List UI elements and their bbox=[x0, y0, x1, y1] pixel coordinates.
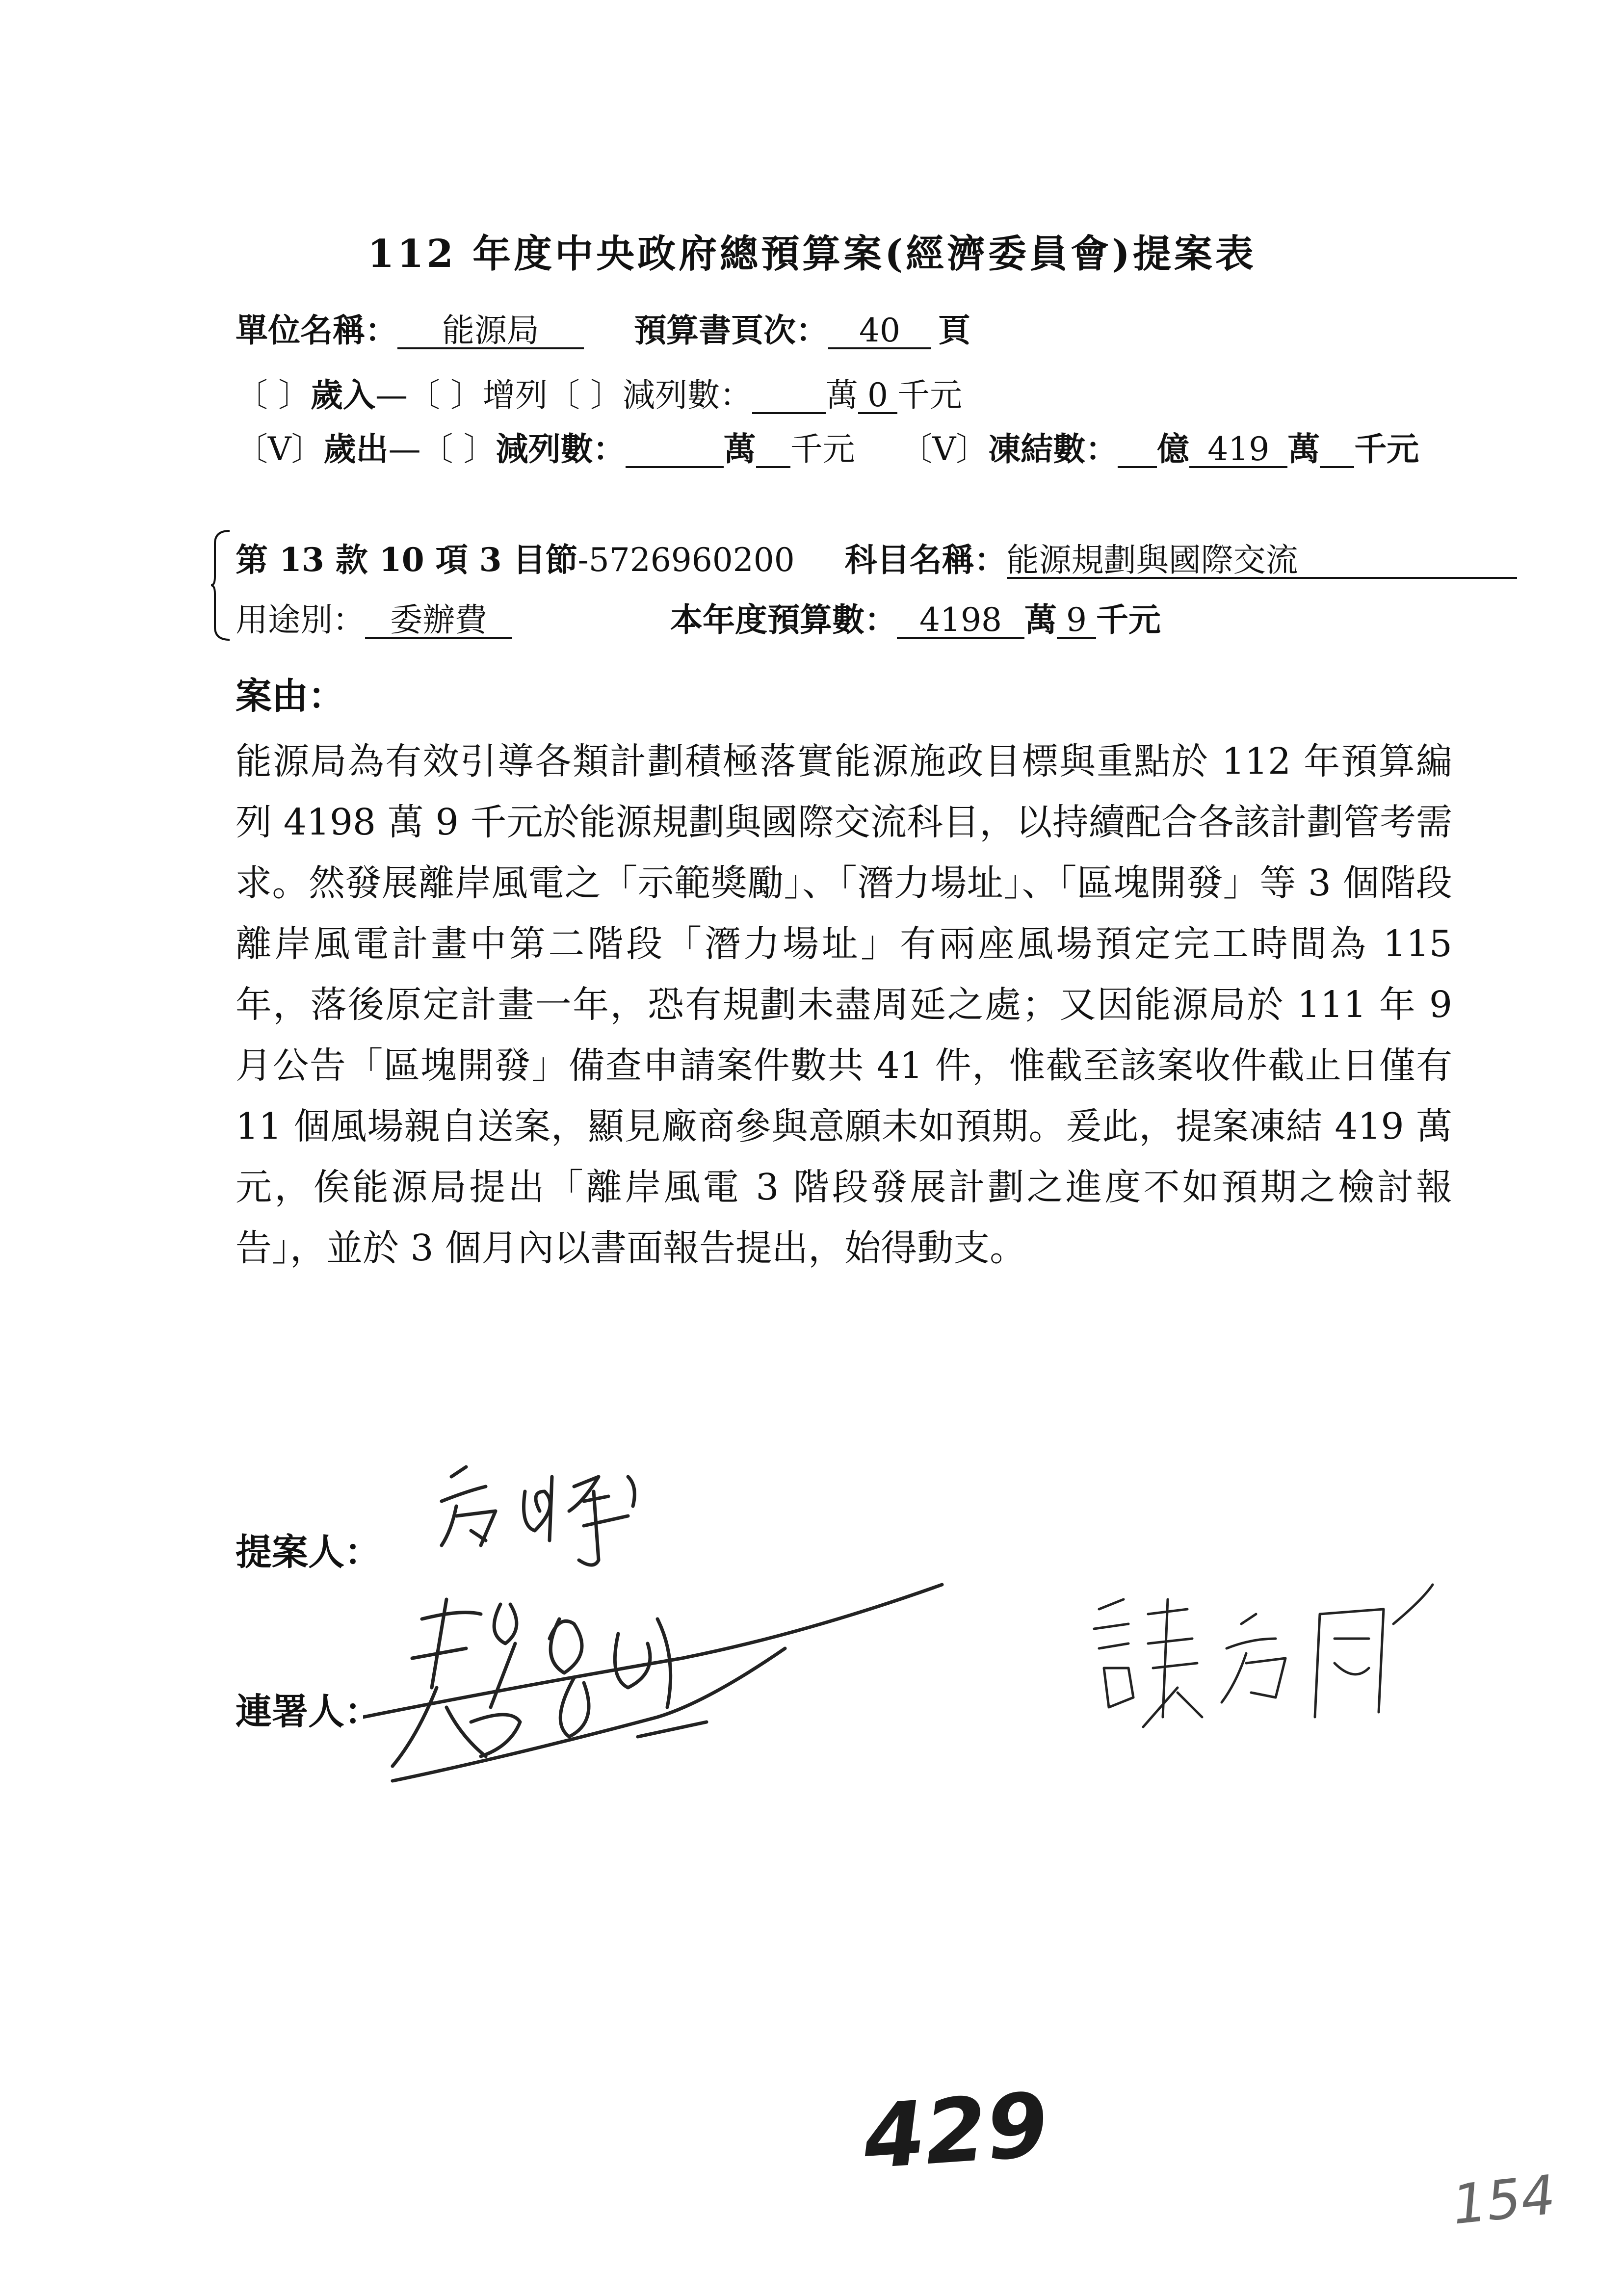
expense-label: 歲出 bbox=[323, 430, 389, 468]
revenue-dash: — bbox=[375, 376, 408, 414]
expense-wan-value bbox=[626, 432, 724, 468]
subject-label: 科目名稱： bbox=[844, 541, 1007, 579]
expense-wan-unit: 萬 bbox=[723, 430, 756, 468]
expense-dash: — bbox=[388, 430, 421, 468]
revenue-line bbox=[236, 369, 962, 416]
revenue-label: 歲入 bbox=[310, 376, 375, 414]
revenue-checkbox: 〔 〕 bbox=[236, 376, 311, 414]
expense-qian-value bbox=[756, 432, 790, 468]
expense-line bbox=[236, 423, 1419, 470]
subject-value: 能源規劃與國際交流 bbox=[1007, 543, 1517, 579]
budget-page-value: 40 bbox=[828, 313, 931, 349]
freeze-qian-value bbox=[1320, 432, 1354, 468]
reason-text bbox=[236, 731, 1452, 1278]
budget-qian-value: 9 bbox=[1057, 603, 1096, 639]
budget-qian-unit: 千元 bbox=[1096, 600, 1161, 639]
item-code-line bbox=[236, 534, 1517, 580]
budget-wan-unit: 萬 bbox=[1024, 600, 1057, 639]
revenue-options: 〔 〕增列〔 〕減列數： bbox=[407, 376, 752, 414]
form-title: 112 年度中央政府總預算案(經濟委員會)提案表 bbox=[367, 232, 1257, 276]
item-code-prefix: 第 13 款 10 項 3 目節 bbox=[236, 541, 578, 579]
proposer-label: 提案人： bbox=[236, 1531, 381, 1573]
handwritten-page-number: 429 bbox=[860, 2074, 1051, 2189]
revenue-wan-value bbox=[752, 378, 826, 414]
budget-page-unit: 頁 bbox=[938, 311, 970, 349]
freeze-wan-value: 419 bbox=[1189, 432, 1287, 468]
freeze-yi-value bbox=[1118, 432, 1157, 468]
freeze-qian-unit: 千元 bbox=[1354, 430, 1419, 468]
reason-label: 案由： bbox=[236, 675, 344, 717]
use-value: 委辦費 bbox=[365, 603, 512, 639]
freeze-label: 凍結數： bbox=[988, 430, 1118, 468]
item-bracket bbox=[211, 529, 231, 642]
expense-reduce-checkbox: 〔 〕 bbox=[420, 430, 496, 468]
unit-value: 能源局 bbox=[397, 313, 584, 349]
budget-amount-label: 本年度預算數： bbox=[670, 600, 897, 639]
unit-line bbox=[236, 304, 970, 351]
item-use-line bbox=[236, 594, 1161, 640]
expense-qian-unit: 千元 bbox=[790, 430, 855, 468]
unit-label: 單位名稱： bbox=[236, 311, 397, 349]
budget-page-label: 預算書頁次： bbox=[633, 311, 828, 349]
expense-checkbox: 〔V〕 bbox=[236, 430, 324, 468]
handwritten-small-number: 154 bbox=[1449, 2163, 1559, 2237]
revenue-qian-unit: 千元 bbox=[897, 376, 962, 414]
use-label: 用途別： bbox=[236, 601, 365, 639]
revenue-wan-unit: 萬 bbox=[825, 376, 858, 414]
reason-paragraph: 能源局為有效引導各類計劃積極落實能源施政目標與重點於 112 年預算編列 4198 萬 9 千元於能源規劃與國際交流科目，以持續配合各該計劃管考需求。然發展離岸風電之「示範獎勵」、「潛力場址」、「區塊開發」等 3 個階段離岸風電計畫中第二階段「潛力場址」有兩座風場預定完工時間為 115 年，落後原定計畫一年，恐有規劃未盡周延之處；又因能源局於 111 年 9 月公告「區塊開發」備查申請案件數共 41 件，惟截至該案收件截止日僅有 11 個風場親自送案，顯見廠商參與意願未如預期。爰此，提案凍結 419 萬元，俟能源局提出「離岸風電 3 階段發展計劃之進度不如預期之檢討報告」，並於 3 個月內以書面報告提出，始得動支。 bbox=[236, 740, 1452, 1269]
cosigner-signature-1 bbox=[363, 1560, 1001, 1835]
budget-wan-value: 4198 bbox=[897, 603, 1024, 639]
freeze-yi-unit: 億 bbox=[1157, 430, 1190, 468]
cosigner-label: 連署人： bbox=[236, 1691, 381, 1733]
item-code: -5726960200 bbox=[577, 541, 795, 579]
freeze-wan-unit: 萬 bbox=[1287, 430, 1320, 468]
expense-reduce-label: 減列數： bbox=[496, 430, 626, 468]
revenue-qian-value: 0 bbox=[858, 378, 897, 414]
cosigner-signature-2 bbox=[1079, 1570, 1462, 1747]
freeze-checkbox: 〔V〕 bbox=[900, 430, 989, 468]
